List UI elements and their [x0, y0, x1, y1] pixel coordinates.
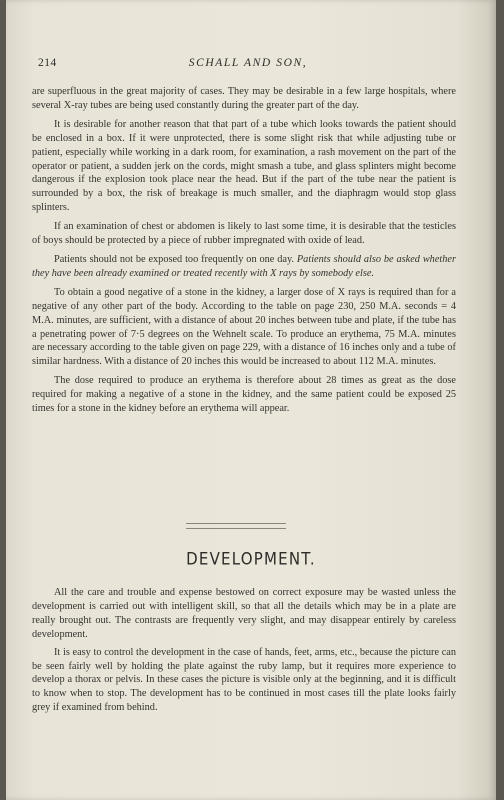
paragraph: It is easy to control the development in the case of hands, feet, arms, etc., because the picture can be seen fairly well by holding the plate against the ruby lamp, but it requires more experience to develop a thorax or pelvis. In these cases the picture is visible only at the beginning, and it is difficult to know when to stop. The development has to be continued in most cases till the plate looks fairly grey if examined from behind. [32, 646, 456, 714]
paragraph [32, 253, 456, 281]
section-text [32, 586, 456, 719]
paragraph: are superfluous in the great majority of cases. They may be desirable in a few large hospitals, where several X-ray tubes are being used constantly during the greater part of the day. [32, 86, 456, 111]
page-header [38, 57, 458, 73]
paragraph-plain-text: Patients should not be exposed too frequently on one day. [54, 253, 294, 265]
book-page [6, 0, 496, 800]
paragraph: All the care and trouble and expense bestowed on correct exposure may be wasted unless the development is carried out with intelligent skill, so that all the details which may be in a plate are really brought out. The contrasts are frequently very slight, and may disappear entirely by careless development. [32, 587, 456, 640]
paragraph-italic-text: Patients should also be asked whether they have been already examined or treated recently with X rays by somebody else. [32, 253, 456, 279]
paragraph: To obtain a good negative of a stone in the kidney, a larger dose of X rays is required than for a negative of any other part of the body. According to the table on page 230, 250 M.A. seconds = 4 M.A. minutes, are sufficient, with a distance of about 20 inches between tube and plate, if the tube has a penetrating power of 7·5 degrees on the Wehnelt scale. To produce an erythema, 75 M.A. minutes are necessary according to the table given on page 229, with a distance of 16 inches only and a tube of similar hardness. With a distance of 20 inches this would be increased to about 112 M.A. minutes. [32, 286, 456, 368]
paragraph: It is desirable for another reason that that part of a tube which looks towards the patient should be enclosed in a box. If it were unprotected, there is some slight risk that while adjusting tube or patient, especially while working in a dark room, for examination, a rash movement on the part of the operator or patient, a sudden jerk on the cords, might smash a tube, and glass splinters might become dangerous if the explosion took place near the head. But if the part of the tube near the patient is surrounded by a box, the risk of breakage is much smaller, and the diaphragm would stop glass splinters. [32, 118, 456, 214]
body-text [32, 85, 456, 421]
section-divider [186, 523, 286, 529]
running-title: SCHALL AND SON, [188, 57, 308, 69]
paragraph: The dose required to produce an erythema is therefore about 28 times as great as the dose required for making a negative of a stone in the kidney, and the same patient could be exposed 25 times for a stone in the kidney before an erythema will appear. [32, 375, 456, 415]
section-title: DEVELOPMENT. [186, 549, 316, 569]
paragraph: If an examination of chest or abdomen is likely to last some time, it is desirable that the testicles of boys should be protected by a piece of rubber impregnated with oxide of lead. [32, 221, 456, 247]
page-number: 214 [38, 57, 57, 69]
